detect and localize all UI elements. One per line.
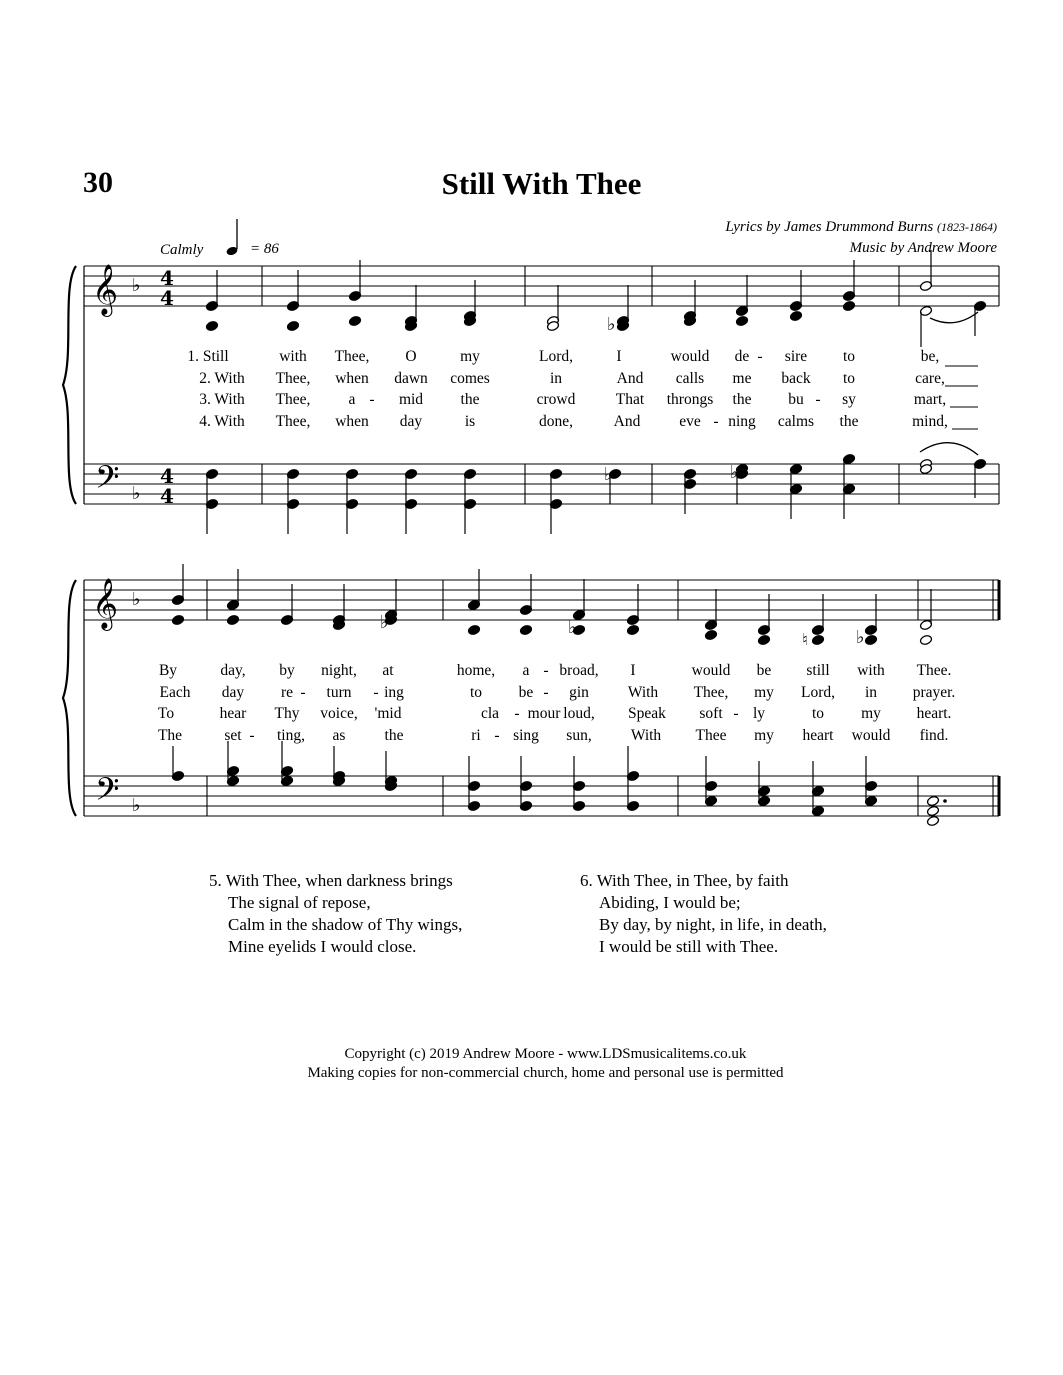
lyric-syllable: 'mid xyxy=(374,705,402,723)
lyric-syllable: With xyxy=(630,727,662,745)
lyric-syllable: sing xyxy=(513,727,539,745)
lyric-syllable: at xyxy=(382,662,394,679)
lyric-syllable: With xyxy=(627,683,659,701)
lyric-syllable: Thee, xyxy=(334,348,370,365)
verse-line: I would be still with Thee. xyxy=(599,937,779,956)
lyric-syllable: in xyxy=(549,369,563,387)
lyric-syllable: 4. With xyxy=(199,413,245,431)
lyric-syllable: comes xyxy=(450,369,490,387)
page-title: Still With Thee xyxy=(441,166,642,201)
lyric-syllable: a xyxy=(522,662,530,679)
lyric-syllable: ting, xyxy=(277,727,305,745)
lyric-syllable: To xyxy=(157,705,175,723)
lyric-line xyxy=(0,370,1063,390)
lyric-syllable: to xyxy=(811,705,825,723)
lyric-syllable: the xyxy=(460,391,480,409)
lyric-syllable: my xyxy=(460,348,480,365)
lyric-syllable: be xyxy=(518,683,534,701)
flat-icon: ♭ xyxy=(380,612,389,633)
lyric-syllable: And xyxy=(613,413,641,431)
note-head xyxy=(926,795,939,806)
lyric-syllable: de xyxy=(734,348,750,365)
lyric-syllable: sun, xyxy=(566,727,592,745)
note-head xyxy=(704,629,717,640)
verse-line: The signal of repose, xyxy=(228,893,371,912)
lyric-syllable: Thee, xyxy=(693,683,729,701)
lyric-syllable: my xyxy=(754,727,774,745)
lyric-syllable: 1. Still xyxy=(187,348,229,365)
lyric-syllable: when xyxy=(335,369,369,387)
lyric-syllable: be, xyxy=(920,348,940,365)
lyric-line xyxy=(0,391,1063,411)
lyric-syllable: with xyxy=(279,348,307,365)
lyric-syllable: Thee. xyxy=(916,662,952,679)
lyric-syllable: prayer. xyxy=(912,683,956,701)
natural-icon: ♮ xyxy=(802,630,808,649)
verse-6 xyxy=(580,870,827,958)
lyric-syllable: hear xyxy=(219,705,247,723)
lyric-syllable: would xyxy=(670,348,710,365)
note-head xyxy=(926,805,939,816)
lyric-syllable: dawn xyxy=(394,369,428,387)
note-head xyxy=(789,310,802,321)
lyric-syllable: to xyxy=(842,369,856,387)
lyric-syllable: - xyxy=(494,727,500,745)
verse-line: Calm in the shadow of Thy wings, xyxy=(228,915,463,934)
lyric-syllable: calls xyxy=(675,369,705,387)
verse-line: 6. With Thee, in Thee, by faith xyxy=(580,871,789,890)
lyric-syllable: care, xyxy=(915,369,945,387)
lyric-syllable: sy xyxy=(842,391,856,409)
lyric-syllable: heart. xyxy=(916,705,952,723)
lyric-line xyxy=(0,662,1063,682)
lyric-syllable: ri xyxy=(471,727,481,745)
note-head xyxy=(205,320,218,331)
lyric-syllable: crowd xyxy=(536,391,576,409)
note-head xyxy=(171,614,184,625)
flat-icon: ♭ xyxy=(607,314,616,335)
lyric-syllable: find. xyxy=(919,727,949,745)
flat-icon: ♭ xyxy=(132,589,141,610)
lyric-syllable: day, xyxy=(220,662,246,679)
lyric-syllable: back xyxy=(781,369,811,387)
lyric-syllable: mour xyxy=(527,705,561,723)
note-head xyxy=(519,624,532,635)
lyrics-credit-dates: (1823-1864) xyxy=(937,220,997,234)
lyric-syllable: by xyxy=(279,662,295,679)
lyric-syllable: cla xyxy=(480,705,500,723)
lyric-syllable: 2. With xyxy=(199,369,245,387)
lyric-syllable: mind, xyxy=(912,413,948,431)
lyric-line xyxy=(0,727,1063,747)
lyric-syllable: - xyxy=(300,683,306,701)
tempo-value: = 86 xyxy=(250,241,279,257)
dot xyxy=(943,799,947,803)
lyric-syllable: is xyxy=(464,413,476,431)
lyric-syllable: to xyxy=(469,683,483,701)
time-signature: 4 xyxy=(160,286,174,310)
lyric-syllable: I xyxy=(616,348,622,365)
lyric-syllable: Each xyxy=(159,683,191,701)
verse-line: Abiding, I would be; xyxy=(599,893,741,912)
lyric-syllable: heart xyxy=(802,727,834,745)
flat-icon: ♭ xyxy=(568,617,577,638)
verse-line: By day, by night, in life, in death, xyxy=(599,915,827,934)
lyric-syllable: day xyxy=(399,413,423,431)
tie xyxy=(930,312,978,323)
note-head xyxy=(842,300,855,311)
lyric-line xyxy=(0,413,1063,433)
lyric-syllable: eve xyxy=(679,413,701,431)
note-head xyxy=(864,634,877,645)
lyric-syllable: soft xyxy=(699,705,723,723)
lyric-syllable: my xyxy=(861,705,881,723)
lyric-syllable: Thee, xyxy=(275,391,311,409)
lyric-syllable: my xyxy=(754,683,774,701)
note-head xyxy=(735,315,748,326)
hymn-number: 30 xyxy=(83,166,113,199)
lyric-syllable: gin xyxy=(569,683,589,701)
lyric-syllable: throngs xyxy=(666,391,714,409)
note-head xyxy=(348,315,361,326)
lyric-syllable: 3. With xyxy=(199,391,245,409)
lyric-syllable: with xyxy=(857,662,885,679)
lyric-syllable: be xyxy=(756,662,772,679)
lyric-syllable: O xyxy=(405,348,417,365)
lyric-syllable: still xyxy=(806,662,830,679)
note-head xyxy=(467,624,480,635)
lyric-syllable: day xyxy=(221,683,245,701)
slur xyxy=(920,443,978,455)
bass-clef-icon: 𝄢 xyxy=(95,459,120,503)
note-head xyxy=(626,624,639,635)
lyric-syllable: Thee, xyxy=(275,413,311,431)
lyric-syllable: - xyxy=(713,413,719,431)
lyric-syllable: broad, xyxy=(559,662,599,679)
lyric-syllable: Thee, xyxy=(275,369,311,387)
lyrics-credit-text: Lyrics by James Drummond Burns xyxy=(725,219,934,235)
treble-clef-icon: 𝄞 xyxy=(92,578,119,629)
lyric-syllable: I xyxy=(630,662,636,679)
lyric-syllable: in xyxy=(864,683,878,701)
flat-icon: ♭ xyxy=(856,627,865,648)
lyric-syllable: a xyxy=(348,391,356,409)
lyric-syllable: turn xyxy=(326,683,352,701)
lyric-syllable: - xyxy=(543,683,549,701)
lyric-syllable: done, xyxy=(538,413,574,431)
lyric-syllable: By xyxy=(158,662,178,679)
bass-clef-icon: 𝄢 xyxy=(95,771,120,815)
time-signature: 4 xyxy=(160,464,174,488)
music-credit: Music by Andrew Moore xyxy=(849,240,997,256)
verse-5 xyxy=(209,870,462,958)
verse-line: Mine eyelids I would close. xyxy=(228,937,417,956)
lyric-syllable: would xyxy=(691,662,731,679)
lyric-syllable: voice, xyxy=(320,705,358,723)
permission-text: Making copies for non-commercial church, home and personal use is permitted xyxy=(307,1065,784,1081)
lyric-syllable: re xyxy=(280,683,294,701)
lyric-syllable: That xyxy=(615,391,645,409)
lyric-syllable: set xyxy=(224,727,242,745)
lyric-syllable: to xyxy=(842,348,856,365)
lyric-syllable: loud, xyxy=(563,705,595,723)
lyric-syllable: The xyxy=(157,727,183,745)
lyric-syllable: home, xyxy=(456,662,496,679)
lyric-syllable: And xyxy=(616,369,644,387)
lyric-syllable: bu xyxy=(788,391,804,409)
time-signature: 4 xyxy=(160,266,174,290)
lyric-syllable: sire xyxy=(784,348,808,365)
note-head xyxy=(286,320,299,331)
copyright-text: Copyright (c) 2019 Andrew Moore - www.LDSmusicalitems.co.uk xyxy=(344,1046,747,1062)
note-head xyxy=(226,614,239,625)
flat-icon: ♭ xyxy=(132,795,141,816)
note-head xyxy=(926,815,939,826)
lyric-syllable: ning xyxy=(728,413,756,431)
flat-icon: ♭ xyxy=(730,462,739,483)
treble-clef-icon: 𝄞 xyxy=(92,264,119,315)
lyric-syllable: Thee xyxy=(695,727,727,745)
lyric-syllable: me xyxy=(732,369,752,387)
lyric-syllable: would xyxy=(851,727,891,745)
note-head xyxy=(757,634,770,645)
lyric-syllable: mid xyxy=(398,391,424,409)
lyric-syllable: mart, xyxy=(913,391,947,409)
flat-icon: ♭ xyxy=(132,483,141,504)
lyric-syllable: - xyxy=(373,683,379,701)
time-signature: 4 xyxy=(160,484,174,508)
lyric-line xyxy=(0,684,1063,704)
lyric-syllable: ly xyxy=(752,705,766,723)
verse-line: 5. With Thee, when darkness brings xyxy=(209,871,453,890)
lyric-syllable: the xyxy=(732,391,752,409)
lyric-syllable: Lord, xyxy=(800,683,836,701)
lyric-syllable: Speak xyxy=(628,705,666,723)
note-head xyxy=(811,634,824,645)
lyric-syllable: - xyxy=(757,348,763,365)
lyric-syllable: - xyxy=(815,391,821,409)
lyric-line xyxy=(0,348,1063,368)
lyric-syllable: Lord, xyxy=(538,348,574,365)
lyric-syllable: the xyxy=(384,727,404,745)
lyric-line xyxy=(0,705,1063,725)
lyric-syllable: ing xyxy=(384,683,404,701)
lyric-syllable: - xyxy=(369,391,375,409)
lyric-syllable: calms xyxy=(777,413,815,431)
lyric-syllable: when xyxy=(335,413,369,431)
lyric-syllable: - xyxy=(733,705,739,723)
lyric-syllable: - xyxy=(543,662,549,679)
flat-icon: ♭ xyxy=(604,464,613,485)
lyric-syllable: - xyxy=(514,705,520,723)
footer xyxy=(0,1045,1063,1083)
lyric-syllable: as xyxy=(332,727,346,745)
lyric-syllable: night, xyxy=(321,662,357,679)
flat-icon: ♭ xyxy=(132,275,141,296)
tempo-marking: Calmly xyxy=(160,242,204,258)
lyric-syllable: the xyxy=(839,413,859,431)
note-head xyxy=(919,634,932,645)
lyric-syllable: Thy xyxy=(274,705,300,723)
lyric-syllable: - xyxy=(249,727,255,745)
